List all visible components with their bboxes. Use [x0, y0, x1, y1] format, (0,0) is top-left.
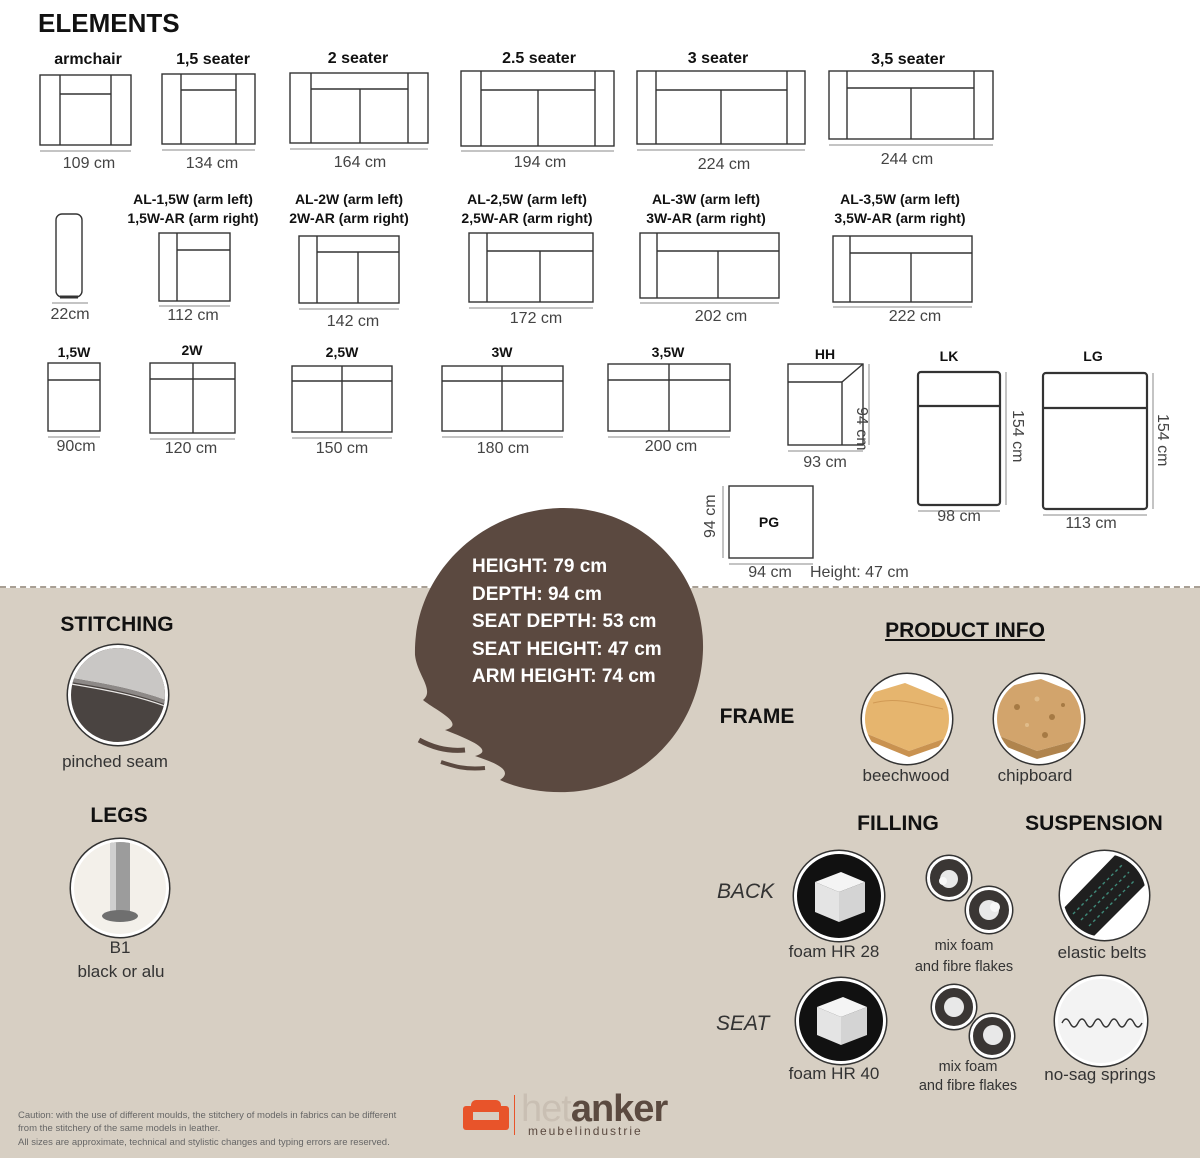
dim-pg-depth: 94 cm [702, 494, 719, 538]
specs-list [472, 553, 662, 691]
stitching-title: STITCHING [60, 613, 174, 636]
no-sag-springs-caption: no-sag springs [1044, 1065, 1156, 1084]
dim-2-seater: 164 cm [333, 154, 387, 171]
2-seater-drawing [290, 73, 428, 149]
label-2w: 2W [181, 342, 203, 358]
brand-subtitle: meubelindustrie [528, 1124, 643, 1138]
chipboard-caption: chipboard [997, 766, 1073, 785]
foam-hr40-image [796, 978, 886, 1064]
dim-pg-width: 94 cm [748, 564, 792, 581]
3-5w-drawing [608, 364, 730, 437]
label-armchair: armchair [54, 51, 122, 68]
dim-1-5w: 90cm [56, 438, 96, 455]
spec-seat-height: SEAT HEIGHT: 47 cm [472, 638, 662, 660]
dim-lg-width: 113 cm [1065, 515, 1117, 532]
al-2-5w-drawing [469, 233, 593, 308]
dim-2-5-seater: 194 cm [513, 154, 567, 171]
label-al-3w: AL-3W (arm left) 3W-AR (arm right) [646, 191, 766, 226]
3-5-seater-drawing [829, 71, 993, 145]
dim-al-3-5w: 222 cm [888, 308, 942, 325]
label-al-3-5w: AL-3,5W (arm left) 3,5W-AR (arm right) [834, 191, 966, 226]
stitching-image [68, 645, 168, 745]
suspension-title: SUSPENSION [1025, 812, 1163, 835]
label-lg: LG [1083, 348, 1103, 364]
elastic-belts-image [1060, 851, 1149, 940]
filling-title: FILLING [857, 812, 939, 835]
dim-3-5-seater: 244 cm [880, 151, 934, 168]
dim-2-5w: 150 cm [315, 440, 369, 457]
dim-1-5-seater: 134 cm [185, 155, 239, 172]
legs-title: LEGS [90, 804, 148, 827]
al-1-5w-drawing [159, 233, 230, 306]
label-3-5-seater: 3,5 seater [871, 51, 945, 68]
dim-3-seater: 224 cm [697, 156, 751, 173]
al-2w-drawing [299, 236, 399, 309]
back-label: BACK [717, 880, 775, 903]
1-5-seater-drawing [162, 74, 255, 150]
2-5-seater-drawing [461, 71, 614, 151]
label-1-5-seater: 1,5 seater [176, 51, 250, 68]
dim-2w: 120 cm [164, 440, 218, 457]
2w-drawing [150, 363, 235, 439]
flakes-seat-1-image [932, 985, 976, 1029]
dim-al-1-5w: 112 cm [167, 307, 219, 324]
dim-al-3w: 202 cm [694, 308, 748, 325]
dim-hh-depth: 94 cm [853, 407, 870, 451]
dim-al-2w: 142 cm [326, 313, 380, 330]
dim-hh-width: 93 cm [803, 454, 847, 471]
dim-lk-width: 98 cm [937, 508, 981, 525]
brand-divider [514, 1095, 515, 1135]
dim-pg-height: Height: 47 cm [810, 564, 909, 581]
foam-hr40-caption: foam HR 40 [788, 1064, 880, 1083]
page-title: ELEMENTS [38, 8, 180, 38]
foam-hr28-caption: foam HR 28 [788, 942, 880, 961]
label-al-2w: AL-2W (arm left) 2W-AR (arm right) [289, 191, 409, 226]
flakes-back-2-image [966, 887, 1012, 933]
label-3-seater: 3 seater [687, 50, 749, 67]
3-seater-drawing [637, 71, 805, 150]
caution-line-2: from the stitchery of the same models in leather. [18, 1123, 221, 1134]
spec-depth: DEPTH: 94 cm [472, 583, 602, 605]
label-2-seater: 2 seater [327, 50, 389, 67]
caution-line-1: Caution: with the use of different moulds, the stitchery of models in fabrics can be different [18, 1110, 397, 1121]
label-pg: PG [758, 514, 780, 530]
spec-seat-depth: SEAT DEPTH: 53 cm [472, 611, 657, 632]
2-5w-drawing [292, 366, 392, 438]
flakes-back-caption: mix foam and fibre flakes [914, 938, 1014, 975]
brand-logo-icon [461, 1098, 511, 1132]
dim-lk-depth: 154 cm [1009, 410, 1026, 463]
lg-drawing [1043, 373, 1153, 515]
beechwood-caption: beechwood [862, 766, 950, 785]
frame-title: FRAME [719, 705, 795, 728]
label-lk: LK [939, 348, 959, 364]
al-3w-drawing [640, 233, 779, 303]
seat-label: SEAT [716, 1012, 770, 1035]
brand-name: hetanker [521, 1088, 668, 1130]
armchair-drawing [40, 75, 131, 151]
flakes-seat-caption: mix foam and fibre flakes [918, 1059, 1018, 1094]
foam-hr28-image [794, 851, 884, 941]
label-al-2-5w: AL-2,5W (arm left) 2,5W-AR (arm right) [461, 191, 593, 226]
label-2-5-seater: 2.5 seater [502, 50, 576, 67]
al-3-5w-drawing [833, 236, 972, 307]
dim-3-5w: 200 cm [644, 438, 698, 455]
dim-3w: 180 cm [476, 440, 530, 457]
spec-arm-height: ARM HEIGHT: 74 cm [472, 666, 656, 687]
elastic-belts-caption: elastic belts [1057, 943, 1147, 962]
spec-height: HEIGHT: 79 cm [472, 556, 608, 577]
1-5w-drawing [48, 363, 100, 437]
lk-drawing [918, 372, 1006, 511]
label-2-5w: 2,5W [325, 344, 359, 360]
stitching-caption: pinched seam [62, 752, 168, 771]
dim-al-2-5w: 172 cm [509, 310, 563, 327]
arm-drawing [52, 214, 88, 303]
no-sag-springs-image [1055, 976, 1147, 1066]
dim-lg-depth: 154 cm [1154, 414, 1171, 467]
leg-code: B1 [109, 938, 131, 957]
leg-image [71, 839, 169, 937]
product-info-title: PRODUCT INFO [885, 619, 1045, 642]
chipboard-image [994, 674, 1084, 764]
caution-line-3: All sizes are approximate, technical and stylistic changes and typing errors are reserved. [18, 1137, 390, 1148]
pg-drawing [723, 486, 813, 564]
label-hh: HH [814, 346, 836, 362]
label-1-5w: 1,5W [57, 344, 91, 360]
3w-drawing [442, 366, 563, 437]
flakes-back-1-image [927, 856, 971, 900]
dim-armchair: 109 cm [62, 155, 116, 172]
label-al-1-5w: AL-1,5W (arm left) 1,5W-AR (arm right) [127, 191, 259, 226]
label-3-5w: 3,5W [651, 344, 685, 360]
flakes-seat-2-image [970, 1014, 1014, 1058]
beechwood-image [862, 674, 952, 764]
leg-caption: black or alu [77, 962, 165, 981]
dim-arm: 22cm [50, 306, 90, 323]
label-3w: 3W [491, 344, 513, 360]
